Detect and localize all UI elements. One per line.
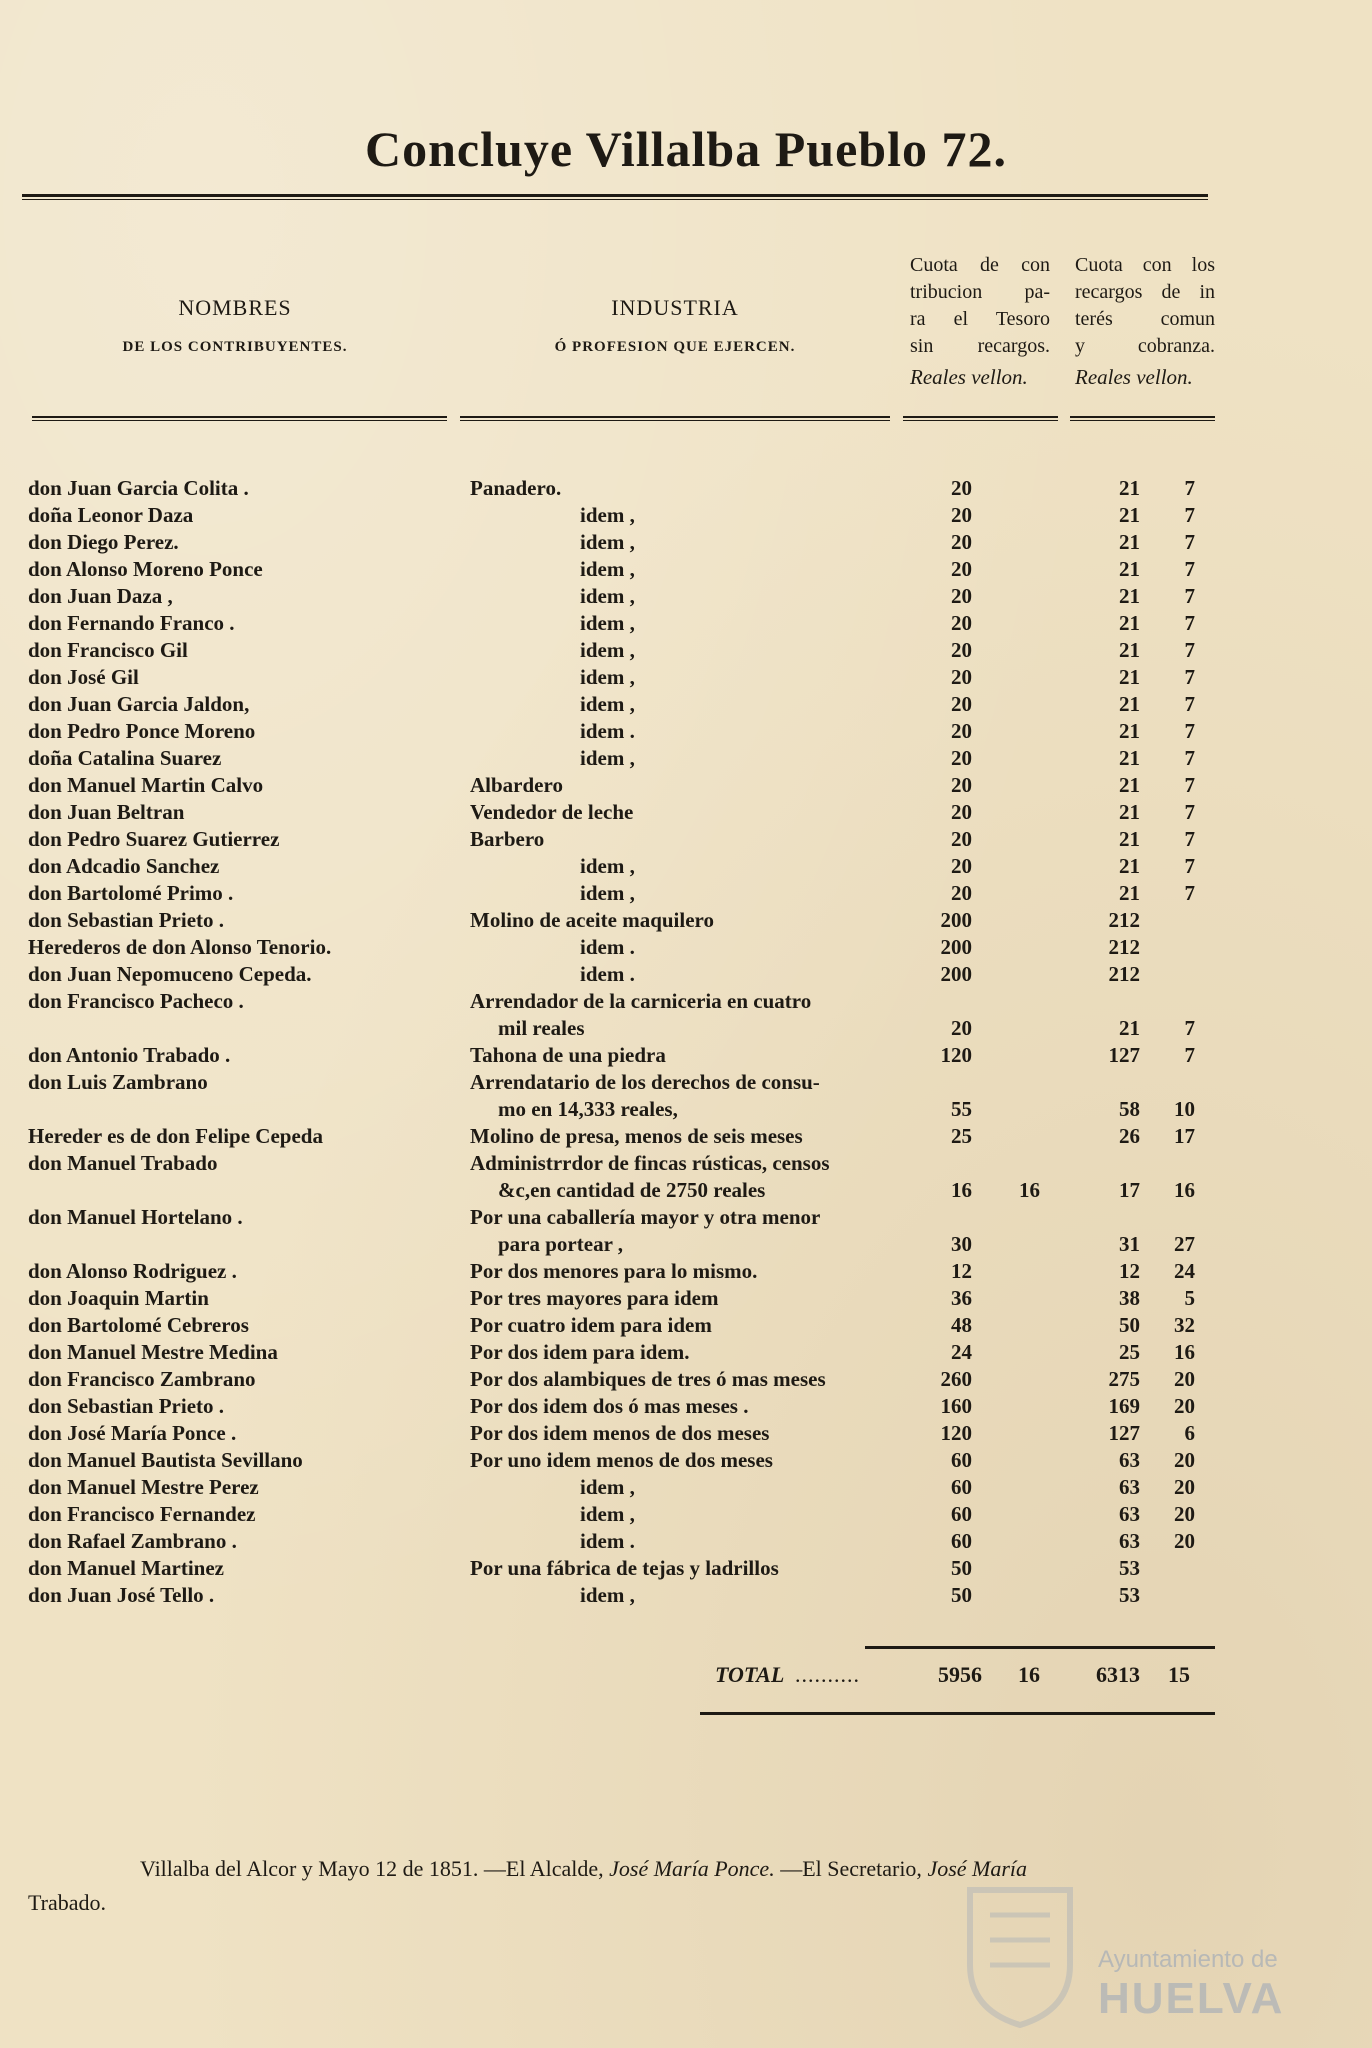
footer-signature	[140, 1856, 1340, 1882]
cuota-recargos-reales: 21	[1119, 665, 1140, 689]
cuota-recargos-reales: 53	[1119, 1583, 1140, 1607]
cuota-recargos-reales: 21	[1119, 719, 1140, 743]
contributor-name: don Diego Perez.	[28, 530, 179, 554]
contributor-name: don Rafael Zambrano .	[28, 1529, 237, 1553]
contributor-name: don Pedro Ponce Moreno	[28, 719, 256, 743]
industry-text: Por dos idem para idem.	[470, 1340, 690, 1364]
cuota-tesoro-reales: 20	[951, 665, 972, 689]
cuota-recargos-fraction: 7	[1184, 665, 1195, 689]
page-title: Concluye Villalba Pueblo 72.	[365, 121, 1007, 177]
total-value-tesoro: 5956	[938, 1662, 982, 1687]
cuota-recargos-reales: 21	[1119, 584, 1140, 608]
cuota-recargos-reales: 31	[1119, 1232, 1140, 1256]
industry-text: idem ,	[580, 1583, 635, 1607]
cuota-recargos-fraction: 20	[1174, 1475, 1195, 1499]
industry-text: Tahona de una piedra	[470, 1043, 666, 1067]
table-row	[0, 880, 1372, 907]
header-rule	[1070, 420, 1215, 421]
footer-secretario-label: —El Secretario,	[780, 1856, 922, 1881]
header-industria	[460, 295, 890, 356]
cuota-recargos-fraction: 20	[1174, 1394, 1195, 1418]
table-row	[0, 988, 1372, 1015]
table-row	[0, 1474, 1372, 1501]
cuota-tesoro-reales: 20	[951, 557, 972, 581]
cuota1-unit: Reales vellon.	[910, 365, 1028, 389]
archive-shield-icon	[960, 1880, 1080, 2030]
cuota1-line: tribucion pa-	[910, 281, 1050, 303]
contributor-name: don Juan Beltran	[28, 800, 185, 824]
contributor-name: don Manuel Mestre Medina	[28, 1340, 278, 1364]
header-nombres-sub: DE LOS CONTRIBUYENTES.	[122, 339, 348, 355]
total-top-rule	[865, 1646, 1215, 1649]
industry-text: idem ,	[580, 503, 635, 527]
industry-text: Vendedor de leche	[470, 800, 634, 824]
header-rule	[903, 420, 1058, 421]
table-row	[0, 1447, 1372, 1474]
cuota-recargos-reales: 127	[1108, 1421, 1140, 1445]
cuota-recargos-reales: 63	[1119, 1448, 1140, 1472]
cuota-recargos-fraction: 24	[1174, 1259, 1195, 1283]
contributor-name: don Sebastian Prieto .	[28, 908, 225, 932]
header-rule	[903, 416, 1058, 418]
table-row	[0, 772, 1372, 799]
contributor-name: don Francisco Zambrano	[28, 1367, 256, 1391]
industry-text: Panadero.	[470, 476, 562, 500]
table-row	[0, 1420, 1372, 1447]
cuota-tesoro-reales: 20	[951, 530, 972, 554]
cuota-recargos-reales: 63	[1119, 1529, 1140, 1553]
total-bottom-rule	[700, 1712, 1215, 1715]
cuota2-line: Cuota con los	[1075, 254, 1215, 276]
cuota2-line: terés comun	[1075, 308, 1215, 330]
cuota-recargos-reales: 63	[1119, 1475, 1140, 1499]
contributor-name: don Alonso Rodriguez .	[28, 1259, 237, 1283]
industry-text: idem ,	[580, 692, 635, 716]
title-rule-thin	[22, 199, 1208, 200]
industry-text: idem ,	[580, 746, 635, 770]
contributor-name: don Bartolomé Cebreros	[28, 1313, 249, 1337]
table-row	[0, 502, 1372, 529]
industry-text: Albardero	[470, 773, 563, 797]
contributors-table	[0, 475, 1372, 1609]
table-row	[0, 1096, 1372, 1123]
table-row	[0, 934, 1372, 961]
cuota-recargos-reales: 21	[1119, 1016, 1140, 1040]
cuota-recargos-reales: 17	[1119, 1178, 1140, 1202]
cuota1-line: ra el Tesoro	[910, 308, 1050, 330]
cuota-recargos-fraction: 7	[1184, 719, 1195, 743]
table-row	[0, 1123, 1372, 1150]
cuota-tesoro-reales: 20	[951, 881, 972, 905]
header-cuota-tesoro	[910, 252, 1050, 391]
contributor-name: don Fernando Franco .	[28, 611, 235, 635]
industry-text: Molino de presa, menos de seis meses	[470, 1124, 803, 1148]
table-row	[0, 799, 1372, 826]
industry-text: Por una fábrica de tejas y ladrillos	[470, 1556, 779, 1580]
cuota-recargos-fraction: 7	[1184, 746, 1195, 770]
table-row	[0, 475, 1372, 502]
contributor-name: don Francisco Gil	[28, 638, 188, 662]
header-rule	[1070, 416, 1215, 418]
cuota-recargos-fraction: 7	[1184, 854, 1195, 878]
industry-text: idem ,	[580, 611, 635, 635]
cuota-recargos-reales: 212	[1108, 962, 1140, 986]
cuota-tesoro-reales: 20	[951, 1016, 972, 1040]
contributor-name: doña Leonor Daza	[28, 503, 194, 527]
cuota-recargos-fraction: 7	[1184, 881, 1195, 905]
header-rule	[32, 416, 447, 418]
table-row	[0, 1015, 1372, 1042]
contributor-name: don Antonio Trabado .	[28, 1043, 231, 1067]
cuota-recargos-reales: 53	[1119, 1556, 1140, 1580]
cuota-recargos-reales: 50	[1119, 1313, 1140, 1337]
contributor-name: don Manuel Bautista Sevillano	[28, 1448, 303, 1472]
cuota-tesoro-reales: 24	[951, 1340, 972, 1364]
cuota-recargos-reales: 212	[1108, 935, 1140, 959]
cuota-recargos-fraction: 20	[1174, 1448, 1195, 1472]
contributor-name: don Adcadio Sanchez	[28, 854, 220, 878]
contributor-name: don Manuel Martin Calvo	[28, 773, 264, 797]
industry-text: Por cuatro idem para idem	[470, 1313, 712, 1337]
cuota-tesoro-reales: 20	[951, 584, 972, 608]
footer-alcalde-name: José María Ponce.	[609, 1856, 775, 1881]
contributor-name: don Joaquin Martin	[28, 1286, 209, 1310]
cuota-tesoro-reales: 20	[951, 638, 972, 662]
cuota-tesoro-reales: 55	[951, 1097, 972, 1121]
table-row	[0, 556, 1372, 583]
cuota-recargos-reales: 21	[1119, 530, 1140, 554]
cuota-recargos-fraction: 7	[1184, 476, 1195, 500]
table-row	[0, 907, 1372, 934]
cuota-recargos-fraction: 10	[1174, 1097, 1195, 1121]
cuota2-line: y cobranza.	[1075, 335, 1215, 357]
contributor-name: doña Catalina Suarez	[28, 746, 222, 770]
cuota-tesoro-reales: 160	[940, 1394, 972, 1418]
contributor-name: don Juan José Tello .	[28, 1583, 215, 1607]
industry-text: idem .	[580, 1529, 635, 1553]
header-rule	[460, 420, 890, 421]
cuota-recargos-fraction: 7	[1184, 638, 1195, 662]
table-row	[0, 1528, 1372, 1555]
industry-text: idem ,	[580, 530, 635, 554]
footer-place-date: Villalba del Alcor y Mayo 12 de 1851.	[140, 1856, 479, 1881]
cuota2-unit: Reales vellon.	[1075, 365, 1193, 389]
cuota-recargos-reales: 275	[1108, 1367, 1140, 1391]
cuota-tesoro-reales: 60	[951, 1448, 972, 1472]
industry-text: Molino de aceite maquilero	[470, 908, 714, 932]
cuota-recargos-reales: 21	[1119, 476, 1140, 500]
cuota-tesoro-reales: 20	[951, 503, 972, 527]
cuota-recargos-fraction: 20	[1174, 1529, 1195, 1553]
cuota-tesoro-reales: 20	[951, 476, 972, 500]
industry-text: Arrendatario de los derechos de consu-	[470, 1070, 820, 1094]
cuota-tesoro-reales: 20	[951, 827, 972, 851]
industry-text: idem ,	[580, 854, 635, 878]
cuota-tesoro-reales: 260	[940, 1367, 972, 1391]
table-row	[0, 745, 1372, 772]
industry-text: idem ,	[580, 1502, 635, 1526]
cuota-recargos-reales: 12	[1119, 1259, 1140, 1283]
industry-text: &c,en cantidad de 2750 reales	[498, 1178, 766, 1202]
contributor-name: don Manuel Trabado	[28, 1151, 218, 1175]
table-row	[0, 610, 1372, 637]
table-row	[0, 1231, 1372, 1258]
table-row	[0, 637, 1372, 664]
total-label: TOTAL	[715, 1662, 785, 1687]
cuota-recargos-fraction: 17	[1174, 1124, 1195, 1148]
cuota-recargos-fraction: 7	[1184, 530, 1195, 554]
header-cuota-recargos	[1075, 252, 1215, 391]
industry-text: idem ,	[580, 881, 635, 905]
total-value-recargos: 6313	[1096, 1662, 1140, 1687]
table-row	[0, 1555, 1372, 1582]
cuota-tesoro-reales: 30	[951, 1232, 972, 1256]
industry-text: Por uno idem menos de dos meses	[470, 1448, 773, 1472]
cuota-tesoro-reales: 12	[951, 1259, 972, 1283]
watermark-line2: HUELVA	[1098, 1974, 1285, 2023]
cuota-recargos-reales: 169	[1108, 1394, 1140, 1418]
cuota-recargos-reales: 21	[1119, 854, 1140, 878]
total-value-tesoro-fraction: 16	[1018, 1662, 1040, 1687]
contributor-name: don Francisco Pacheco .	[28, 989, 244, 1013]
cuota-recargos-reales: 21	[1119, 773, 1140, 797]
industry-text: Arrendador de la carniceria en cuatro	[470, 989, 812, 1013]
industry-text: mil reales	[498, 1016, 585, 1040]
cuota-recargos-fraction: 32	[1174, 1313, 1195, 1337]
cuota-tesoro-reales: 20	[951, 692, 972, 716]
industry-text: Por dos alambiques de tres ó mas meses	[470, 1367, 826, 1391]
contributor-name: don Juan Garcia Jaldon,	[28, 692, 250, 716]
cuota-recargos-reales: 21	[1119, 827, 1140, 851]
contributor-name: don José María Ponce .	[28, 1421, 237, 1445]
table-row	[0, 1339, 1372, 1366]
table-row	[0, 1069, 1372, 1096]
industry-text: idem .	[580, 962, 635, 986]
cuota-tesoro-reales: 200	[940, 962, 972, 986]
contributor-name: don Juan Garcia Colita .	[28, 476, 249, 500]
cuota-tesoro-reales: 20	[951, 800, 972, 824]
header-nombres	[30, 295, 440, 356]
cuota-recargos-reales: 21	[1119, 557, 1140, 581]
industry-text: para portear ,	[498, 1232, 624, 1256]
table-row	[0, 1285, 1372, 1312]
table-row	[0, 1393, 1372, 1420]
footer-alcalde-label: —El Alcalde,	[483, 1856, 604, 1881]
cuota-recargos-fraction: 6	[1184, 1421, 1195, 1445]
watermark-line1: Ayuntamiento de	[1098, 1946, 1278, 1973]
cuota-recargos-fraction: 7	[1184, 611, 1195, 635]
header-industria-title: INDUSTRIA	[611, 295, 739, 320]
table-row	[0, 1177, 1372, 1204]
cuota-recargos-fraction: 5	[1184, 1286, 1195, 1310]
table-row	[0, 1312, 1372, 1339]
contributor-name: don Bartolomé Primo .	[28, 881, 234, 905]
contributor-name: don Pedro Suarez Gutierrez	[28, 827, 280, 851]
total-value-recargos-fraction: 15	[1168, 1662, 1190, 1687]
cuota-tesoro-reales: 200	[940, 935, 972, 959]
cuota-tesoro-reales: 20	[951, 746, 972, 770]
cuota-recargos-fraction: 7	[1184, 773, 1195, 797]
cuota-tesoro-reales: 20	[951, 719, 972, 743]
cuota2-line: recargos de in	[1075, 281, 1215, 303]
table-row	[0, 1366, 1372, 1393]
cuota-recargos-reales: 21	[1119, 800, 1140, 824]
industry-text: Por una caballería mayor y otra menor	[470, 1205, 821, 1229]
industry-text: mo en 14,333 reales,	[498, 1097, 678, 1121]
contributor-name: don José Gil	[28, 665, 139, 689]
cuota-recargos-fraction: 7	[1184, 503, 1195, 527]
cuota-tesoro-reales: 36	[951, 1286, 972, 1310]
industry-text: Barbero	[470, 827, 545, 851]
contributor-name: don Francisco Fernandez	[28, 1502, 256, 1526]
cuota-tesoro-reales: 25	[951, 1124, 972, 1148]
contributor-name: don Manuel Hortelano .	[28, 1205, 243, 1229]
table-row	[0, 1150, 1372, 1177]
contributor-name: Hereder es de don Felipe Cepeda	[28, 1124, 323, 1148]
cuota-tesoro-reales: 20	[951, 611, 972, 635]
header-industria-sub: Ó PROFESION QUE EJERCEN.	[554, 339, 796, 355]
industry-text: idem ,	[580, 665, 635, 689]
cuota-recargos-reales: 63	[1119, 1502, 1140, 1526]
industry-text: idem .	[580, 719, 635, 743]
cuota-tesoro-reales: 120	[940, 1043, 972, 1067]
industry-text: Por tres mayores para idem	[470, 1286, 719, 1310]
cuota-recargos-fraction: 7	[1184, 1016, 1195, 1040]
table-row	[0, 1258, 1372, 1285]
cuota-recargos-reales: 21	[1119, 503, 1140, 527]
cuota-recargos-fraction: 7	[1184, 827, 1195, 851]
cuota-tesoro-reales: 60	[951, 1529, 972, 1553]
table-row	[0, 664, 1372, 691]
cuota-tesoro-reales: 48	[951, 1313, 972, 1337]
header-rule	[460, 416, 890, 418]
table-row	[0, 1501, 1372, 1528]
contributor-name: don Juan Nepomuceno Cepeda.	[28, 962, 312, 986]
table-row	[0, 961, 1372, 988]
table-row	[0, 1042, 1372, 1069]
cuota-recargos-reales: 21	[1119, 692, 1140, 716]
cuota-recargos-reales: 21	[1119, 746, 1140, 770]
industry-text: idem ,	[580, 584, 635, 608]
contributor-name: Herederos de don Alonso Tenorio.	[28, 935, 332, 959]
contributor-name: don Luis Zambrano	[28, 1070, 208, 1094]
cuota-recargos-fraction: 27	[1174, 1232, 1195, 1256]
cuota-recargos-reales: 127	[1108, 1043, 1140, 1067]
cuota-tesoro-reales: 50	[951, 1556, 972, 1580]
cuota-tesoro-fraction: 16	[1019, 1178, 1040, 1202]
cuota-recargos-fraction: 7	[1184, 1043, 1195, 1067]
contributor-name: don Sebastian Prieto .	[28, 1394, 225, 1418]
industry-text: Administrrdor de fincas rústicas, censos	[470, 1151, 830, 1175]
header-rule	[32, 420, 447, 421]
cuota1-line: Cuota de con	[910, 254, 1050, 276]
industry-text: idem ,	[580, 557, 635, 581]
industry-text: idem ,	[580, 638, 635, 662]
industry-text: Por dos menores para lo mismo.	[470, 1259, 758, 1283]
cuota1-line: sin recargos.	[910, 335, 1050, 357]
industry-text: Por dos idem dos ó mas meses .	[470, 1394, 749, 1418]
footer-secretario-name: José María	[927, 1856, 1028, 1881]
table-row	[0, 529, 1372, 556]
cuota-recargos-reales: 58	[1119, 1097, 1140, 1121]
industry-text: Por dos idem menos de dos meses	[470, 1421, 770, 1445]
contributor-name: don Alonso Moreno Ponce	[28, 557, 263, 581]
cuota-tesoro-reales: 16	[951, 1178, 972, 1202]
cuota-recargos-reales: 21	[1119, 611, 1140, 635]
cuota-tesoro-reales: 200	[940, 908, 972, 932]
contributor-name: don Juan Daza ,	[28, 584, 173, 608]
cuota-recargos-reales: 26	[1119, 1124, 1140, 1148]
cuota-recargos-fraction: 7	[1184, 557, 1195, 581]
cuota-recargos-fraction: 16	[1174, 1178, 1195, 1202]
cuota-recargos-reales: 212	[1108, 908, 1140, 932]
total-dots: ..........	[795, 1662, 860, 1687]
cuota-tesoro-reales: 120	[940, 1421, 972, 1445]
industry-text: idem .	[580, 935, 635, 959]
table-row	[0, 826, 1372, 853]
cuota-tesoro-reales: 60	[951, 1475, 972, 1499]
header-nombres-title: NOMBRES	[178, 295, 292, 320]
cuota-tesoro-reales: 60	[951, 1502, 972, 1526]
industry-text: idem ,	[580, 1475, 635, 1499]
cuota-tesoro-reales: 20	[951, 854, 972, 878]
contributor-name: don Manuel Mestre Perez	[28, 1475, 259, 1499]
table-row	[0, 691, 1372, 718]
cuota-recargos-fraction: 7	[1184, 800, 1195, 824]
table-row	[0, 1204, 1372, 1231]
cuota-recargos-fraction: 20	[1174, 1502, 1195, 1526]
footer-secretario-name-cont: Trabado.	[28, 1890, 107, 1915]
cuota-recargos-fraction: 16	[1174, 1340, 1195, 1364]
contributor-name: don Manuel Martinez	[28, 1556, 224, 1580]
cuota-recargos-reales: 21	[1119, 638, 1140, 662]
table-row	[0, 583, 1372, 610]
cuota-recargos-fraction: 20	[1174, 1367, 1195, 1391]
table-row	[0, 853, 1372, 880]
cuota-recargos-fraction: 7	[1184, 584, 1195, 608]
cuota-recargos-fraction: 7	[1184, 692, 1195, 716]
cuota-recargos-reales: 38	[1119, 1286, 1140, 1310]
cuota-recargos-reales: 25	[1119, 1340, 1140, 1364]
table-row	[0, 718, 1372, 745]
cuota-tesoro-reales: 50	[951, 1583, 972, 1607]
cuota-recargos-reales: 21	[1119, 881, 1140, 905]
title-rule	[22, 194, 1208, 197]
table-row	[0, 1582, 1372, 1609]
cuota-tesoro-reales: 20	[951, 773, 972, 797]
